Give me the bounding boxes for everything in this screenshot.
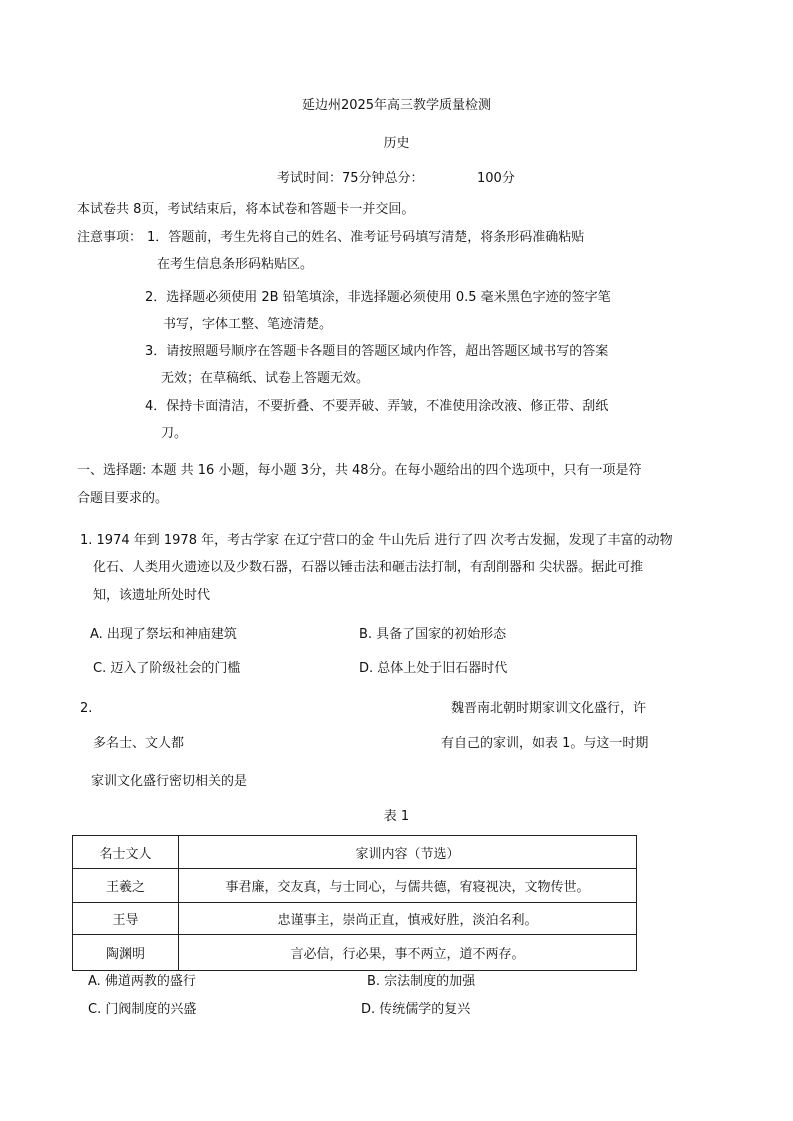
q1-option-b: B. 具备了国家的初始形态 xyxy=(359,627,507,642)
table-cell-name: 王羲之 xyxy=(73,869,179,903)
notice-3a: 3．请按照题号顺序在答题卡各题目的答题区域内作答，超出答题区域书写的答案 xyxy=(145,344,609,359)
q2-option-c: C. 门阀制度的兴盛 xyxy=(88,1002,197,1017)
q1-option-a: A. 出现了祭坛和神庙建筑 xyxy=(90,627,237,642)
q2-option-b: B. 宗法制度的加强 xyxy=(367,974,476,989)
notice-4b: 刀。 xyxy=(161,426,188,441)
table-caption: 表 1 xyxy=(383,809,410,824)
family-instructions-table xyxy=(72,835,637,971)
table-cell-content: 忠谨事主，崇尚正直，慎戒好胜，淡泊名利。 xyxy=(179,903,637,935)
q2-stem-line2-left: 多名士、文人都 xyxy=(93,736,185,751)
notice-1b: 在考生信息条形码粘贴区。 xyxy=(157,257,314,272)
q2-option-a: A. 佛道两教的盛行 xyxy=(88,974,196,989)
table-row xyxy=(73,869,637,903)
q2-stem-line2-right: 有自己的家训，如表 1。与这一时期 xyxy=(441,736,649,751)
q2-stem-line3: 家训文化盛行密切相关的是 xyxy=(91,774,248,789)
table-cell-name: 陶渊明 xyxy=(73,935,179,971)
exam-title: 延边州2025年高三教学质量检测 xyxy=(301,98,492,113)
table-cell-content: 事君廉，交友真，与士同心，与儒共德，宥寝视决，文物传世。 xyxy=(179,869,637,903)
notice-1a: 1．答题前，考生先将自己的姓名、准考证号码填写清楚，将条形码准确粘贴 xyxy=(147,230,585,245)
table-row xyxy=(73,935,637,971)
q2-number: 2. xyxy=(80,701,93,716)
notice-2a: 2．选择题必须使用 2B 铅笔填涂，非选择题必须使用 0.5 毫米黑色字迹的签字笔 xyxy=(145,290,611,305)
table-row xyxy=(73,903,637,935)
q1-option-d: D. 总体上处于旧石器时代 xyxy=(359,661,508,676)
q1-stem-line2: 化石、人类用火遗迹以及少数石器，石器以锤击法和砸击法打制，有刮削器和 尖状器。据此可推 xyxy=(93,560,644,575)
q1-stem-line3: 知，该遗址所处时代 xyxy=(93,588,211,603)
section-heading-cont: 合题目要求的。 xyxy=(77,491,169,506)
table-header-row xyxy=(73,836,637,869)
q2-option-d: D. 传统儒学的复兴 xyxy=(361,1002,471,1017)
total-score: 100分 xyxy=(477,171,515,186)
exam-time-label: 考试时间：75分钟总分： xyxy=(277,171,424,186)
q1-option-c: C. 迈入了阶级社会的门槛 xyxy=(93,661,241,676)
section-heading: 一、选择题: 本题 共 16 小题，每小题 3分，共 48分。在每小题给出的四个选项中，只有一项是符 xyxy=(77,463,642,478)
intro-line: 本试卷共 8页，考试结束后，将本试卷和答题卡一并交回。 xyxy=(77,202,415,217)
table-header-cell: 名士文人 xyxy=(73,836,179,869)
subject-title: 历史 xyxy=(383,136,410,151)
notice-label: 注意事项： xyxy=(77,230,143,245)
notice-3b: 无效；在草稿纸、试卷上答题无效。 xyxy=(161,371,370,386)
table-cell-content: 言必信，行必果，事不两立，道不两存。 xyxy=(179,935,637,971)
table-header-cell: 家训内容（节选） xyxy=(179,836,637,869)
notice-4a: 4．保持卡面清洁，不要折叠、不要弄破、弄皱，不准使用涂改液、修正带、刮纸 xyxy=(145,399,609,414)
q2-stem-line1: 魏晋南北朝时期家训文化盛行，许 xyxy=(451,701,647,716)
table-cell-name: 王导 xyxy=(73,903,179,935)
q1-stem-line1: 1. 1974 年到 1978 年，考古学家 在辽宁营口的金 牛山先后 进行了四 次考古发掘，发现了丰富的动物 xyxy=(80,533,673,548)
notice-2b: 书写，字体工整、笔迹清楚。 xyxy=(163,317,333,332)
